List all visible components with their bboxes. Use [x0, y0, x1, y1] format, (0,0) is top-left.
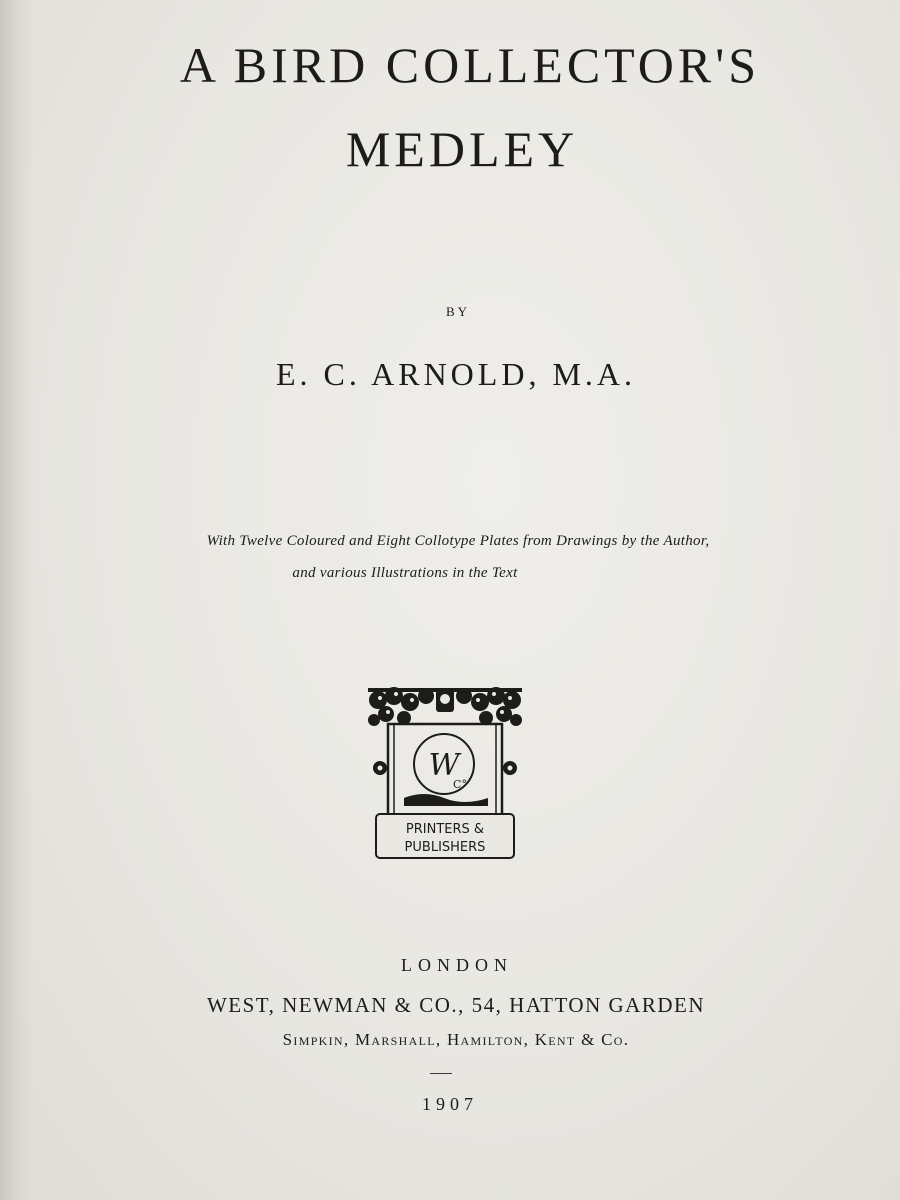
title-line-2: MEDLEY: [345, 121, 579, 177]
imprint-publisher: WEST, NEWMAN & CO., 54, HATTON GARDEN: [206, 993, 706, 1017]
title-line-1: A BIRD COLLECTOR'S: [179, 37, 761, 93]
svg-text:C°: C°: [453, 778, 467, 791]
imprint-distributor: Simpkin, Marshall, Hamilton, Kent & Co.: [282, 1030, 630, 1049]
imprint-rule: [430, 1073, 452, 1074]
book-gutter-shadow: [0, 0, 34, 1200]
svg-text:W: W: [428, 748, 460, 783]
illustrations-note-line-1: With Twelve Coloured and Eight Collotype Plates from Drawings by the Author,: [206, 533, 710, 549]
device-banner-line-1: PRINTERS &: [405, 822, 485, 837]
byline: BY: [445, 304, 471, 319]
illustrations-note-line-2: and various Illustrations in the Text: [292, 565, 518, 581]
printers-device-emblem-icon: [364, 682, 526, 864]
device-banner-line-2: PUBLISHERS: [404, 840, 486, 855]
imprint-year: 1907: [422, 1094, 478, 1114]
author-name: E. C. ARNOLD, M.A.: [275, 356, 636, 392]
imprint-city: LONDON: [401, 955, 513, 975]
